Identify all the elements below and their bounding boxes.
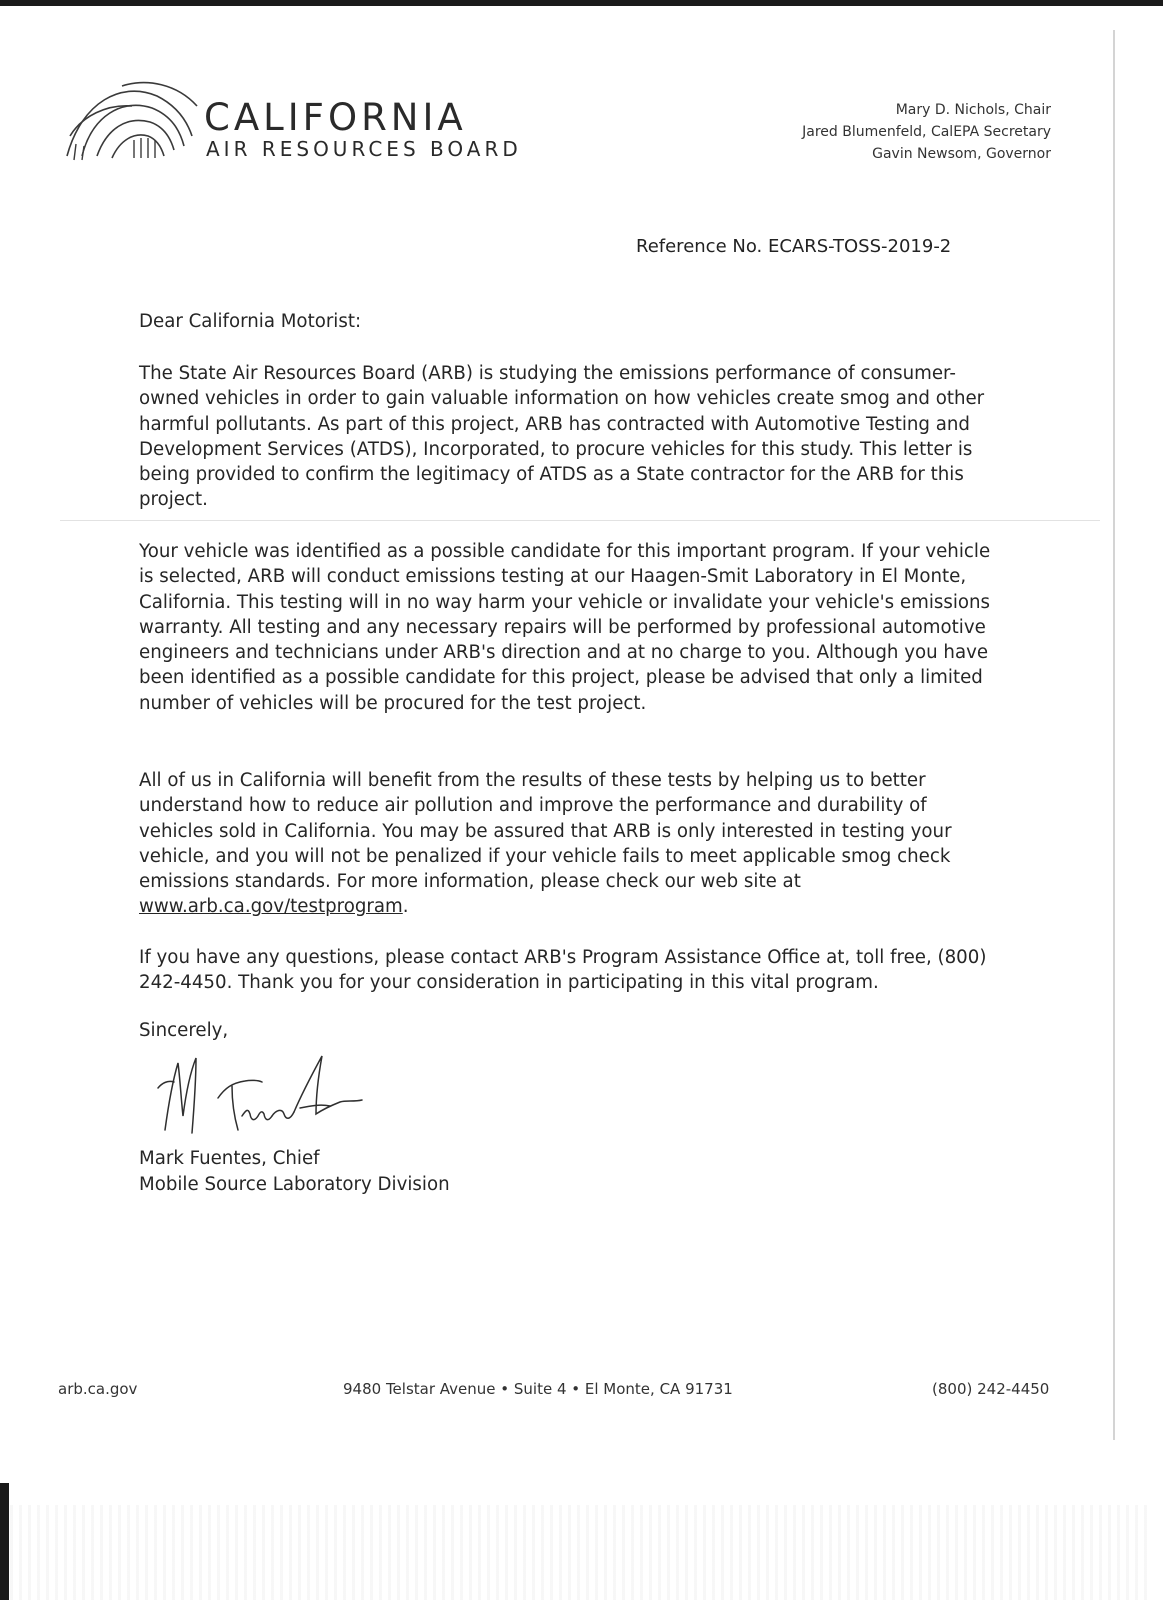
organization-name: CALIFORNIA xyxy=(204,96,467,139)
paragraph-4: If you have any questions, please contact ARB's Program Assistance Office at, toll free, (800) 242-4450. Thank you for your consideration in participating in this vital program. xyxy=(139,947,987,994)
paragraph-3-end: . xyxy=(402,896,409,918)
official-governor: Gavin Newsom, Governor xyxy=(872,146,1051,162)
signer-division: Mobile Source Laboratory Division xyxy=(139,1174,450,1195)
organization-subtitle: AIR RESOURCES BOARD xyxy=(206,137,522,161)
scan-edge-right xyxy=(1113,30,1115,1440)
carb-logo xyxy=(62,76,562,166)
paragraph-3 xyxy=(139,768,999,920)
website-link[interactable]: www.arb.ca.gov/testprogram xyxy=(139,896,403,918)
paragraph-3-text: All of us in California will benefit from the results of these tests by helping us to better understand how to reduce air pollution and improve the performance and durability of vehicles sold in California. You may be assured that ARB is only interested in testing your vehicle, and you will not be penalized if your vehicle fails to meet applicable smog check emissions standards. For more information, please check our web site at xyxy=(139,770,952,893)
reference-number: Reference No. ECARS-TOSS-2019-2 xyxy=(636,236,952,257)
official-secretary: Jared Blumenfeld, CalEPA Secretary xyxy=(802,124,1051,140)
paragraph-1: The State Air Resources Board (ARB) is studying the emissions performance of consumer-owned vehicles in order to gain valuable information on how vehicles create smog and other harmful pollutants. As part of this project, ARB has contracted with Automotive Testing and Development Services (ATDS), Incorporated, to procure vehicles for this study. This letter is being provided to confirm the legitimacy of ATDS as a State contractor for the ARB for this project. xyxy=(139,363,985,511)
officials-list xyxy=(802,99,1051,165)
signer-name: Mark Fuentes, Chief xyxy=(139,1148,320,1169)
scan-noise xyxy=(10,1505,1150,1600)
salutation: Dear California Motorist: xyxy=(139,311,362,332)
signature-icon xyxy=(150,1038,380,1148)
scan-edge-left xyxy=(0,1483,9,1600)
paper-fold-line xyxy=(60,520,1100,521)
logo-arcs-icon xyxy=(62,76,212,166)
scan-edge-top xyxy=(0,0,1163,6)
closing: Sincerely, xyxy=(139,1020,229,1041)
footer-phone: (800) 242-4450 xyxy=(932,1380,1050,1398)
footer-address: 9480 Telstar Avenue • Suite 4 • El Monte, CA 91731 xyxy=(343,1380,733,1398)
official-chair: Mary D. Nichols, Chair xyxy=(895,102,1051,118)
footer-website[interactable]: arb.ca.gov xyxy=(58,1380,138,1398)
paragraph-2: Your vehicle was identified as a possible candidate for this important program. If your vehicle is selected, ARB will conduct emissions testing at our Haagen-Smit Laboratory in El Monte, California. This testing will in no way harm your vehicle or invalidate your vehicle's emissions warranty. All testing and any necessary repairs will be performed by professional automotive engineers and technicians under ARB's direction and at no charge to you. Although you have been identified as a possible candidate for this project, please be advised that only a limited number of vehicles will be procured for the test project. xyxy=(139,541,991,714)
